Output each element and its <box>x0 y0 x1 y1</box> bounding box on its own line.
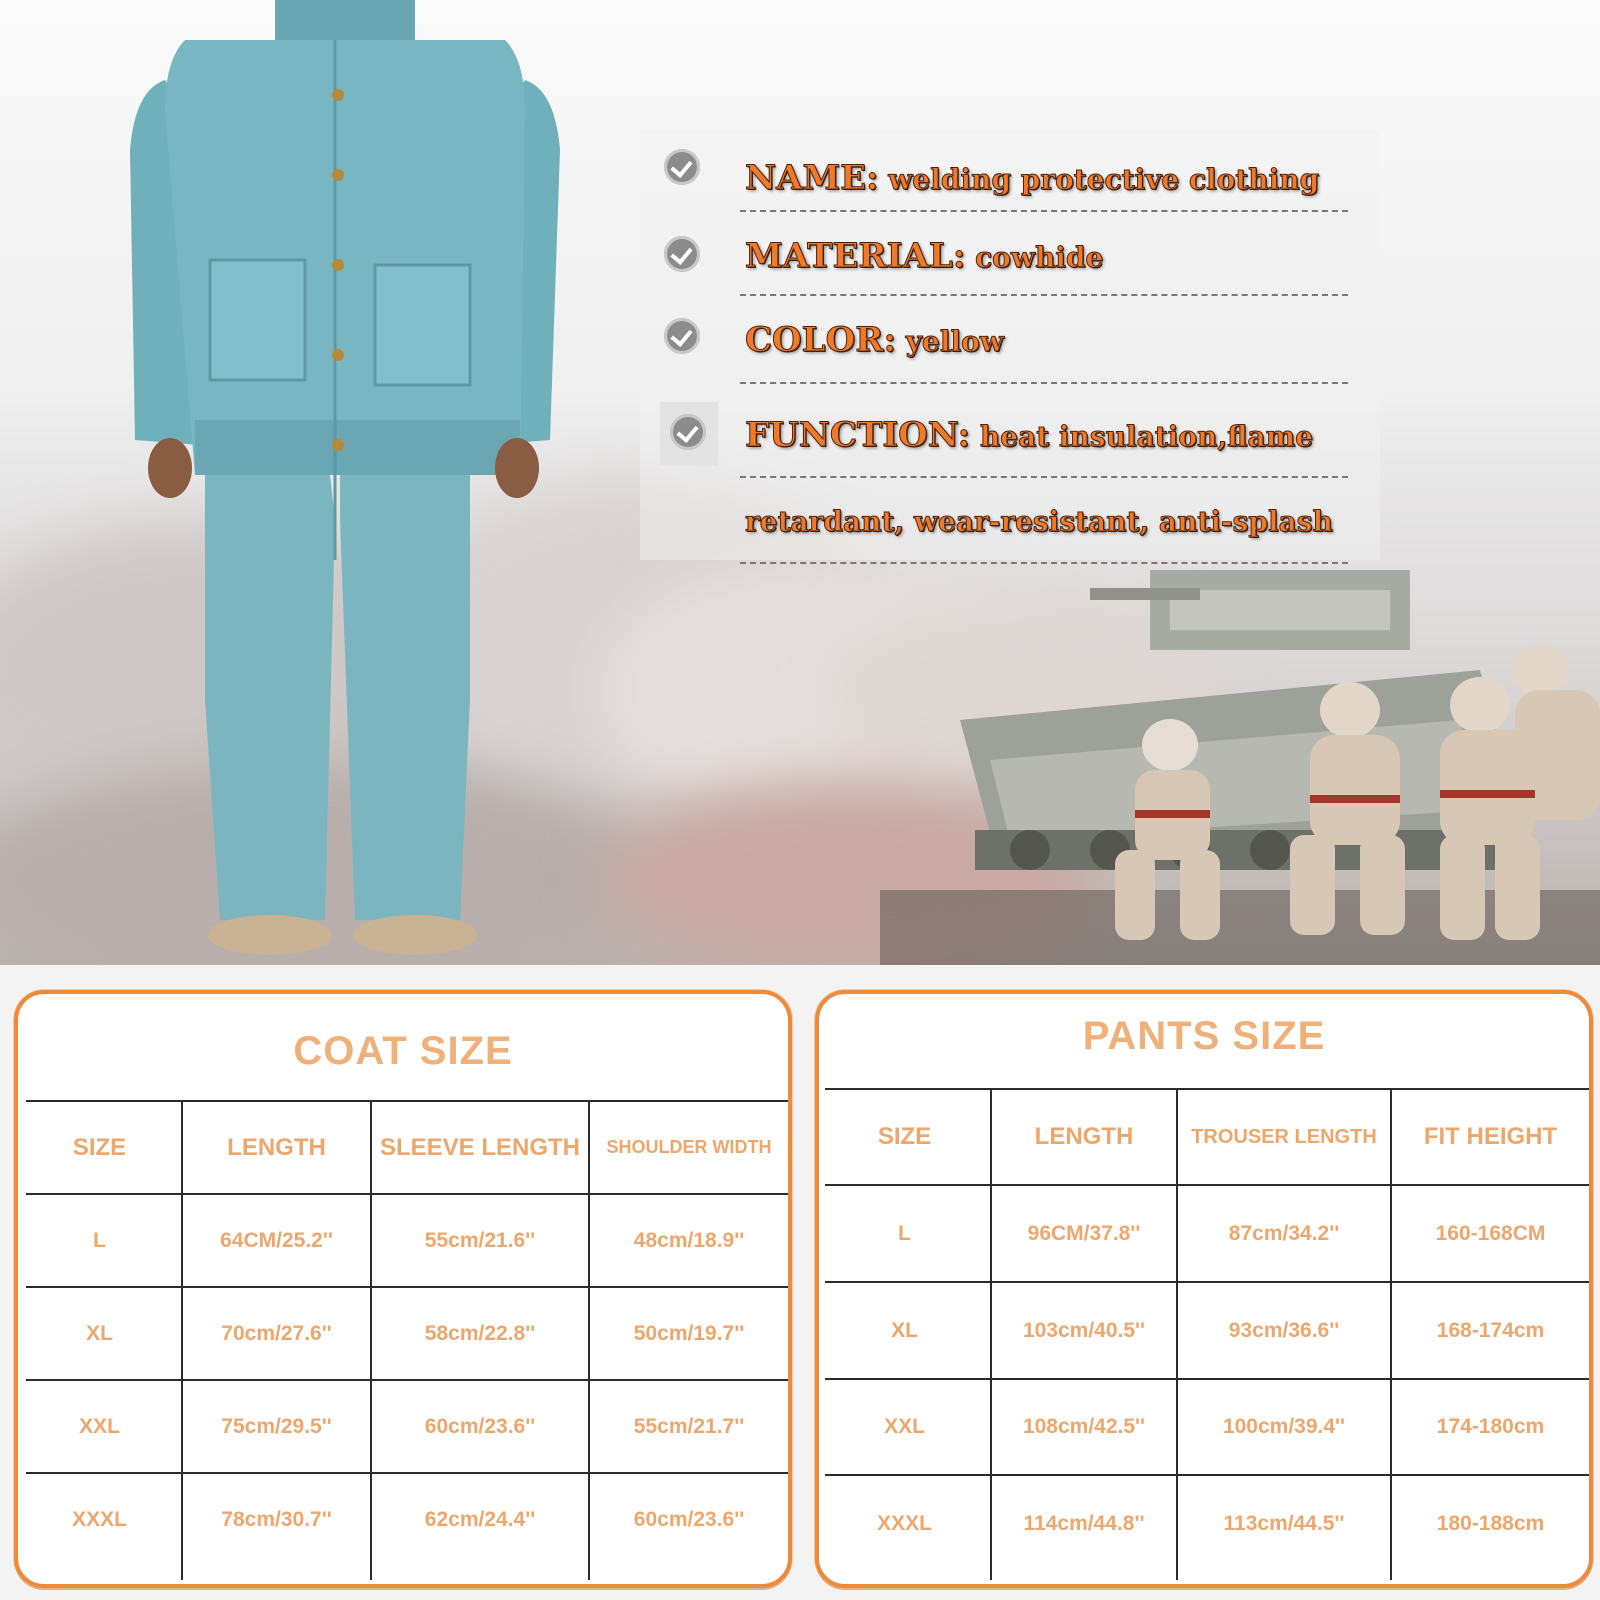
spec-value: welding protective clothing <box>878 163 1320 196</box>
spec-value: heat insulation,flame <box>970 420 1314 453</box>
pants-size-table <box>815 990 1593 1588</box>
table-cell: 96CM/37.8'' <box>1027 1221 1141 1245</box>
table-cell: L <box>93 1228 106 1252</box>
pants-size-title: PANTS SIZE <box>1082 1014 1326 1058</box>
table-cell: 78cm/30.7'' <box>221 1507 332 1531</box>
header-size: SIZE <box>877 1123 932 1150</box>
table-cell: 160-168CM <box>1435 1221 1546 1245</box>
table-cell: XXXL <box>72 1507 127 1531</box>
spec-label: COLOR: <box>745 320 897 360</box>
coat-size-table <box>14 990 792 1588</box>
spec-value: yellow <box>896 325 1004 358</box>
header-length: LENGTH <box>227 1133 326 1161</box>
divider <box>740 294 1348 296</box>
table-cell: 108cm/42.5'' <box>1022 1415 1146 1438</box>
divider <box>740 382 1348 384</box>
divider <box>740 476 1348 478</box>
header-trouser-length: TROUSER LENGTH <box>1191 1125 1377 1148</box>
check-icon <box>670 414 706 450</box>
spec-name <box>745 158 1319 198</box>
table-cell: XXL <box>79 1414 120 1438</box>
table-cell: 103cm/40.5'' <box>1022 1318 1146 1342</box>
spec-color <box>745 320 1004 360</box>
table-cell: 55cm/21.7'' <box>633 1414 745 1438</box>
header-length: LENGTH <box>1034 1123 1134 1150</box>
table-cell: 60cm/23.6'' <box>633 1507 745 1531</box>
header-shoulder-width: SHOULDER WIDTH <box>606 1137 772 1157</box>
table-cell: 100cm/39.4'' <box>1222 1415 1346 1438</box>
divider <box>740 562 1348 564</box>
table-cell: 180-188cm <box>1436 1512 1545 1535</box>
spec-value: cowhide <box>965 241 1104 274</box>
check-icon <box>664 149 700 185</box>
table-cell: 93cm/36.6'' <box>1228 1318 1340 1342</box>
spec-material <box>745 236 1103 276</box>
table-cell: 60cm/23.6'' <box>424 1414 536 1438</box>
table-cell: 64CM/25.2'' <box>220 1228 333 1252</box>
coat-size-title: COAT SIZE <box>293 1029 513 1073</box>
table-cell: L <box>898 1221 911 1245</box>
table-cell: XL <box>891 1318 918 1342</box>
table-cell: 87cm/34.2'' <box>1228 1221 1340 1245</box>
table-cell: 174-180cm <box>1436 1415 1545 1438</box>
table-cell: XL <box>86 1321 113 1345</box>
table-cell: 48cm/18.9'' <box>633 1228 745 1252</box>
table-cell: 62cm/24.4'' <box>424 1507 536 1531</box>
spec-function-continued: retardant, wear-resistant, anti-splash <box>745 505 1333 538</box>
table-cell: 55cm/21.6'' <box>424 1228 536 1252</box>
table-cell: 70cm/27.6'' <box>221 1321 332 1345</box>
table-cell: 58cm/22.8'' <box>424 1321 536 1345</box>
battle-scene-illustration <box>880 560 1600 965</box>
divider <box>740 210 1348 212</box>
welding-suit-model <box>125 0 565 965</box>
header-sleeve-length: SLEEVE LENGTH <box>379 1133 581 1161</box>
spec-function <box>745 415 1313 455</box>
table-cell: XXL <box>884 1415 925 1438</box>
table-cell: 113cm/44.5'' <box>1223 1512 1345 1535</box>
check-icon <box>664 318 700 354</box>
spec-label: NAME: <box>745 158 879 198</box>
header-fit-height: FIT HEIGHT <box>1423 1123 1558 1150</box>
table-cell: 75cm/29.5'' <box>221 1414 332 1438</box>
table-cell: 114cm/44.8'' <box>1023 1512 1145 1535</box>
header-size: SIZE <box>72 1133 127 1161</box>
spec-label: MATERIAL: <box>745 236 966 276</box>
table-cell: 168-174cm <box>1436 1318 1545 1342</box>
table-cell: XXXL <box>877 1512 932 1535</box>
check-icon <box>664 236 700 272</box>
table-cell: 50cm/19.7'' <box>633 1321 745 1345</box>
spec-label: FUNCTION: <box>745 415 971 455</box>
